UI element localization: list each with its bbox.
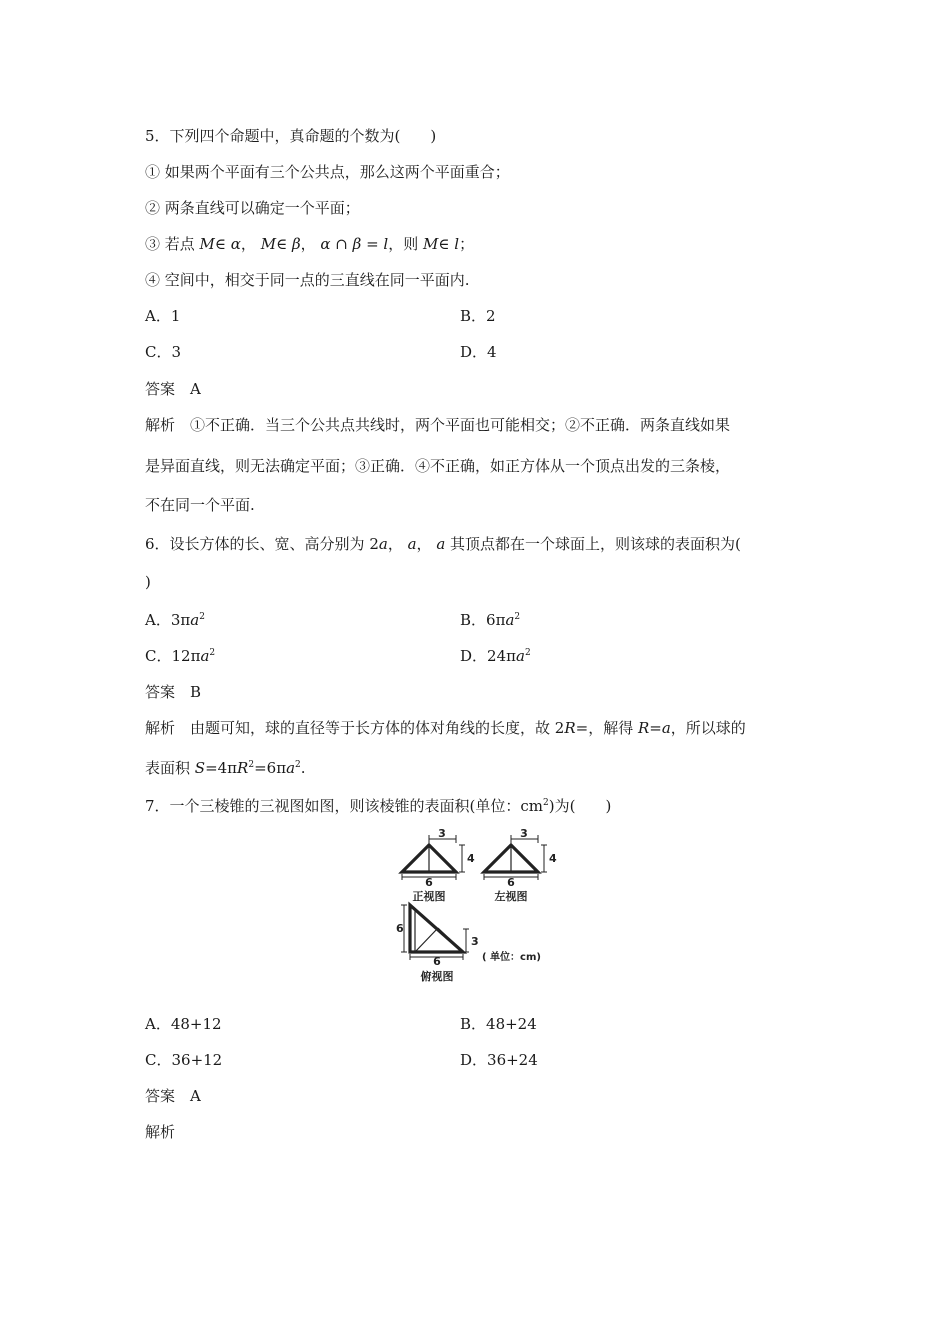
left-side-dim: 4 <box>549 852 557 865</box>
left-view-caption: 左视图 <box>494 890 528 903</box>
left-view <box>484 835 547 880</box>
q5-explanation-line-2: 是异面直线，则无法确定平面；③正确．④不正确，如正方体从一个顶点出发的三条棱， <box>145 457 731 475</box>
q5-explanation-line-3: 不在同一个平面. <box>145 496 255 514</box>
q7-stem: 7．一个三棱锥的三视图如图，则该棱锥的表面积(单位：$cm^2$)为( ) <box>145 797 612 815</box>
q5-statement-4: ④ 空间中，相交于同一点的三直线在同一平面内. <box>145 271 470 289</box>
q6-option-b: B．$6\pi a^2$ <box>460 611 521 629</box>
front-top-dim: 3 <box>438 827 446 840</box>
q5-explanation-line-1: 解析 ①不正确．当三个公共点共线时，两个平面也可能相交；②不正确．两条直线如果 <box>145 416 731 434</box>
q7-option-d: D．36+24 <box>460 1051 538 1069</box>
q5-option-c: C．3 <box>145 343 182 361</box>
q5-option-d: D．4 <box>460 343 497 361</box>
q7-option-b: B．48+24 <box>460 1015 537 1033</box>
q7-answer: 答案 A <box>145 1087 201 1105</box>
front-view-caption: 正视图 <box>412 890 446 903</box>
q7-option-a: A．48+12 <box>145 1015 222 1033</box>
q7-analysis: 解析 <box>145 1123 176 1141</box>
left-top-dim: 3 <box>520 827 528 840</box>
q5-answer: 答案 A <box>145 380 201 398</box>
q6-option-c: C．$12\pi a^2$ <box>145 647 216 665</box>
q5-option-b: B．2 <box>460 307 496 325</box>
top-view <box>401 905 469 960</box>
three-view-figure <box>393 822 563 988</box>
front-bottom-dim: 6 <box>425 876 433 889</box>
top-bottom-dim: 6 <box>433 955 441 968</box>
q7-option-c: C．36+12 <box>145 1051 223 1069</box>
q6-explanation-line-2: 表面积 $S=4\pi R^2=6\pi a^2$. <box>145 759 306 777</box>
q6-stem-line-1: 6．设长方体的长、宽、高分别为 2a， a， a 其顶点都在一个球面上，则该球的表面积为( <box>145 535 741 553</box>
q5-statement-1: ① 如果两个平面有三个公共点，那么这两个平面重合； <box>145 163 510 181</box>
q5-statement-3: ③ 若点 M∈ α， M∈ β， α ∩ β = l，则 M∈ l； <box>145 235 475 253</box>
top-left-dim: 6 <box>396 922 404 935</box>
q6-option-d: D．$24\pi a^2$ <box>460 647 531 665</box>
front-view <box>402 835 465 880</box>
top-view-caption: 俯视图 <box>420 970 454 983</box>
front-side-dim: 4 <box>467 852 475 865</box>
q5-option-a: A．1 <box>145 307 181 325</box>
q5-stem: 5．下列四个命题中，真命题的个数为( ) <box>145 127 437 145</box>
top-right-dim: 3 <box>471 935 479 948</box>
q5-statement-2: ② 两条直线可以确定一个平面； <box>145 199 360 217</box>
q6-explanation-line-1: 解析 由题可知，球的直径等于长方体的体对角线的长度，故 2R=，解得 R=a，所以球的 <box>145 719 746 737</box>
q6-option-a: A．$3\pi a^2$ <box>145 611 205 629</box>
q6-answer: 答案 B <box>145 683 202 701</box>
left-bottom-dim: 6 <box>507 876 515 889</box>
q6-stem-line-2: ) <box>145 573 151 591</box>
unit-label: ( 单位：cm) <box>482 952 541 963</box>
